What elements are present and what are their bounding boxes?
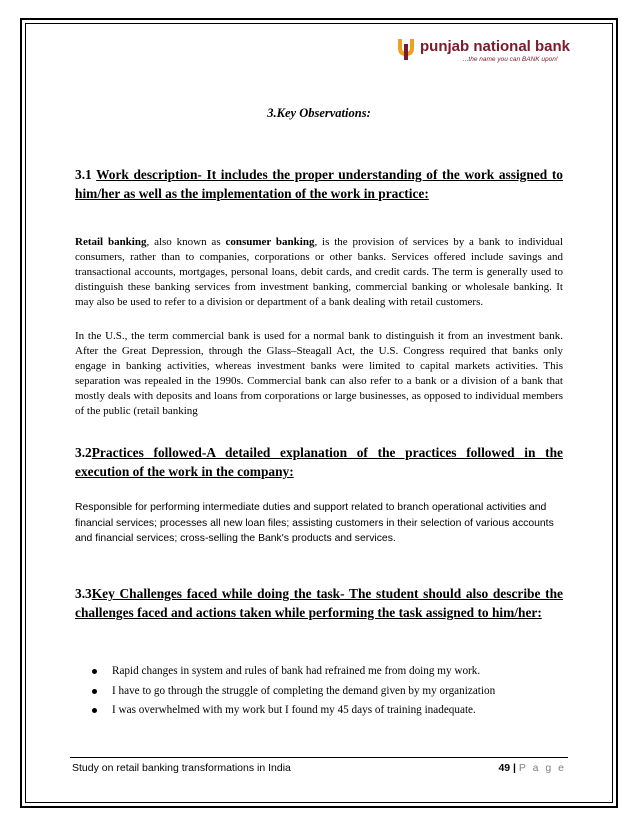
challenges-list xyxy=(90,662,570,721)
page-title: 3.Key Observations: xyxy=(267,106,371,120)
page-number: 49 xyxy=(498,762,511,774)
section-3-1-para2 xyxy=(75,329,563,419)
bullet-icon xyxy=(92,689,97,694)
list-item: I have to go through the struggle of completing the demand given by my organization xyxy=(90,682,570,702)
term-retail-banking: Retail banking xyxy=(75,236,147,248)
page-separator: | xyxy=(510,762,519,774)
section-3-3-heading xyxy=(75,584,563,622)
pnb-logo-mark-icon xyxy=(395,36,417,62)
footer-title: Study on retail banking transformations in India xyxy=(72,762,291,774)
bullet-icon xyxy=(92,669,97,674)
list-item: I was overwhelmed with my work but I found my 45 days of training inadequate. xyxy=(90,701,570,721)
pnb-logo xyxy=(395,36,595,66)
para-text: , also known as xyxy=(146,236,226,248)
footer-divider xyxy=(70,757,568,758)
section-heading-text: Practices followed-A detailed explanation of the practices followed in the execution of the work in the company: xyxy=(75,445,563,479)
section-heading-text: Work description- It includes the proper understanding of the work assigned to him/her as well as the implementation of the work in practice: xyxy=(75,167,563,201)
section-heading-text: Key Challenges faced while doing the task- The student should also describe the challenges faced and actions taken while performing the task assigned to him/her: xyxy=(75,586,563,620)
logo-name: punjab national bank xyxy=(420,38,571,55)
para-text: , is the provision of services by a bank to individual consumers, rather than to companies, corporations or other banks. Services offered include savings and transactional accounts, mortgages, personal loans, debit cards, and credit cards. The term is generally used to distinguish these banking services from investment banking, commercial banking or wholesale banking. It may also be used to refer to a division or department of a bank dealing with retail customers. xyxy=(75,236,564,308)
page-label: P a g e xyxy=(518,762,566,774)
section-3-2-para xyxy=(75,500,563,547)
footer-page-number xyxy=(498,762,566,774)
section-3-2-heading xyxy=(75,443,563,481)
section-number: 3.3 xyxy=(75,586,92,601)
para-text: Responsible for performing intermediate duties and support related to branch operational activities and financial services; processes all new loan files; assisting customers in their selection of various accounts and financial services; cross-selling the Bank's products and services. xyxy=(75,502,554,544)
section-number: 3.1 xyxy=(75,167,97,182)
para-text: In the U.S., the term commercial bank is used for a normal bank to distinguish it from an investment bank. After the Great Depression, through the Glass–Steagall Act, the U.S. Congress required that banks only engage in banking activities, whereas investment banks were limited to capital markets activities. This separation was repealed in the 1990s. Commercial bank can also refer to a bank or a division of a bank that mostly deals with deposits and loans from corporations or large businesses, as opposed to individual members of the public (retail banking xyxy=(75,330,563,417)
list-item: Rapid changes in system and rules of bank had refrained me from doing my work. xyxy=(90,662,570,682)
term-consumer-banking: consumer banking xyxy=(225,236,315,248)
section-3-1-para1 xyxy=(75,235,563,310)
bullet-icon xyxy=(92,708,97,713)
logo-tagline: ...the name you can BANK upon! xyxy=(463,56,558,63)
section-3-1-heading xyxy=(75,165,563,203)
section-number: 3.2 xyxy=(75,445,92,460)
